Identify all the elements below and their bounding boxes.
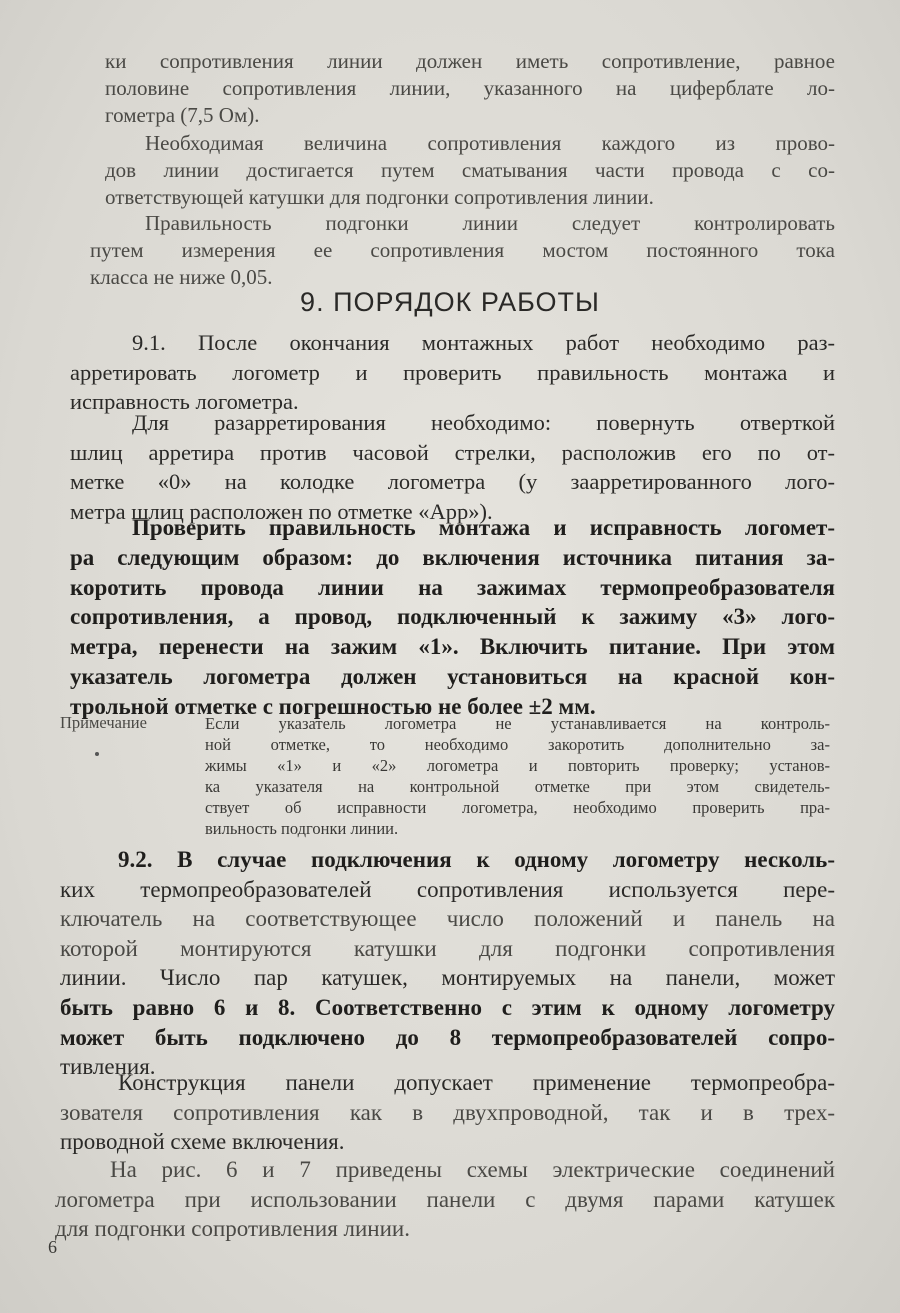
text-line: ра следующим образом: до включения источника питания за- <box>70 544 835 570</box>
text-line: Конструкция панели допускает применение термопреобра- <box>118 1070 835 1095</box>
text-line: быть равно 6 и 8. Соответственно с этим к одному логометру <box>60 994 835 1020</box>
text-line: трольной отметке с погрешностью не более ±2 мм. <box>70 693 596 719</box>
text-line: Для разарретирования необходимо: повернуть отверткой <box>132 410 835 435</box>
text-line: ка указателя на контрольной отметке при этом свидетель- <box>205 777 830 796</box>
text-line: ких термопреобразователей сопротивления используется пере- <box>60 876 835 902</box>
text-line: Правильность подгонки линии следует контролировать <box>145 211 835 235</box>
paragraph-9-2 <box>60 845 835 1082</box>
note-label: Примечание <box>60 713 147 732</box>
paragraph-unlock <box>70 408 835 526</box>
text-line: вильность подгонки линии. <box>205 819 399 838</box>
text-line: метра, перенести на зажим «1». Включить питание. При этом <box>70 634 835 660</box>
speck <box>95 752 99 756</box>
text-line: шлиц арретира против часовой стрелки, расположив его по от- <box>70 439 835 465</box>
text-line: половине сопротивления линии, указанного на циферблате ло- <box>105 76 835 100</box>
text-line: дов линии достигается путем сматывания части провода с со- <box>105 158 835 182</box>
note-text <box>205 713 830 839</box>
text-line: жимы «1» и «2» логометра и повторить проверку; установ- <box>205 756 830 775</box>
text-line: метке «0» на колодке логометра (у заарретированного лого- <box>70 469 835 494</box>
text-line: ствует об исправности логометра, необходимо проверить пра- <box>205 798 830 817</box>
text-line: путем измерения ее сопротивления мостом постоянного тока <box>90 238 835 262</box>
text-line: класса не ниже 0,05. <box>90 265 273 289</box>
section-heading: 9. ПОРЯДОК РАБОТЫ <box>300 287 600 317</box>
text-line: ки сопротивления линии должен иметь сопротивление, равное <box>105 49 835 73</box>
text-line: 9.2. В случае подключения к одному логометру несколь- <box>118 847 835 872</box>
text-line: логометра при использовании панели с двумя парами катушек <box>55 1186 835 1212</box>
text-line: тивления. <box>60 1054 156 1080</box>
text-line: Если указатель логометра не устанавливается на контроль- <box>205 714 830 733</box>
paragraph-figures <box>55 1155 835 1244</box>
text-line: Проверить правильность монтажа и исправность логомет- <box>132 515 835 540</box>
paragraph-9-1 <box>70 328 835 417</box>
text-line: исправность логометра. <box>70 389 299 414</box>
text-line: Необходимая величина сопротивления каждого из прово- <box>145 131 835 155</box>
text-line: проводной схеме включения. <box>60 1129 345 1155</box>
text-line: На рис. 6 и 7 приведены схемы электрические соединений <box>110 1157 835 1182</box>
text-line: может быть подключено до 8 термопреобразователей сопро- <box>60 1024 835 1050</box>
text-line: линии. Число пар катушек, монтируемых на панели, может <box>60 965 835 991</box>
paragraph-panel <box>60 1068 835 1157</box>
text-line: арретировать логометр и проверить правильность монтажа и <box>70 359 835 385</box>
paragraph-adjust <box>105 130 835 211</box>
text-line: ключатель на соответствующее число положений и панель на <box>60 906 835 932</box>
text-line: зователя сопротивления как в двухпроводной, так и в трех- <box>60 1099 835 1125</box>
text-line: метра шлиц расположен по отметке «Арр»). <box>70 498 493 524</box>
paragraph-check <box>90 210 835 291</box>
paragraph-verify <box>70 513 835 722</box>
text-line: ной отметке, то необходимо закоротить дополнительно за- <box>205 735 830 754</box>
top-paragraph <box>105 48 835 129</box>
text-line: для подгонки сопротивления линии. <box>55 1216 410 1242</box>
text-line: указатель логометра должен установиться на красной кон- <box>70 663 835 689</box>
text-line: гометра (7,5 Ом). <box>105 103 260 127</box>
text-line: сопротивления, а провод, подключенный к зажиму «3» лого- <box>70 604 835 630</box>
text-line: коротить провода линии на зажимах термопреобразователя <box>70 574 835 600</box>
text-line: которой монтируются катушки для подгонки сопротивления <box>60 935 835 961</box>
text-line: 9.1. После окончания монтажных работ необходимо раз- <box>132 330 835 355</box>
text-line: ответствующей катушки для подгонки сопротивления линии. <box>105 185 654 209</box>
page-number: 6 <box>48 1237 57 1257</box>
